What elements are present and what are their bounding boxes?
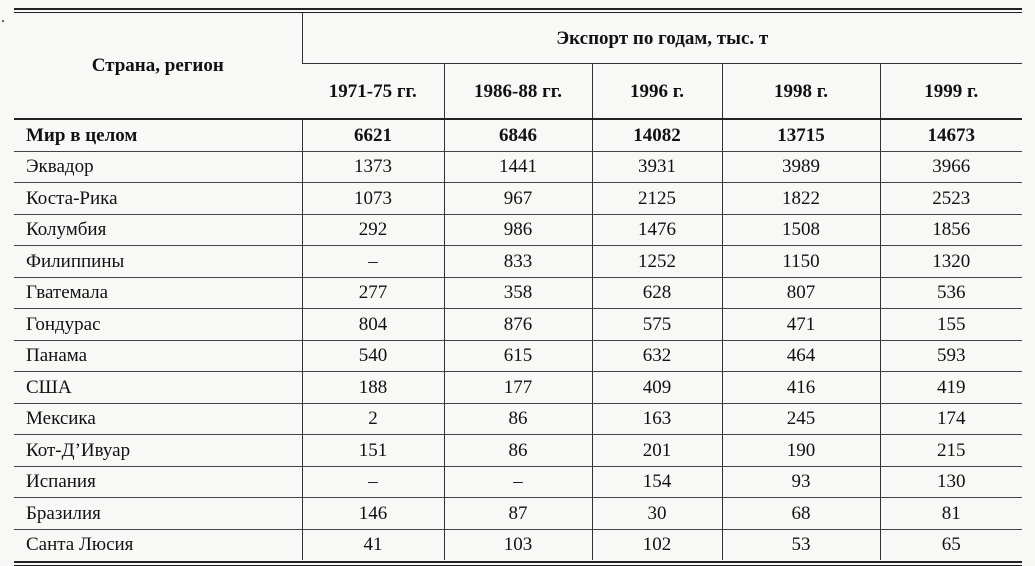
export-value-cell: 540 [302,340,444,372]
table-row [14,277,1022,309]
export-value-cell: 2125 [592,183,722,215]
export-value-cell: 632 [592,340,722,372]
table-row [14,183,1022,215]
export-value-cell: 215 [880,435,1022,467]
export-value-cell: 876 [444,309,592,341]
export-value-cell: 536 [880,277,1022,309]
year-header: 1971-75 гг. [302,64,444,119]
export-value-cell: 53 [722,529,880,560]
export-value-cell: 807 [722,277,880,309]
export-value-cell: 3966 [880,151,1022,183]
export-value-cell: 190 [722,435,880,467]
export-value-cell: 986 [444,214,592,246]
export-value-cell: 1856 [880,214,1022,246]
table-row [14,151,1022,183]
export-value-cell: 292 [302,214,444,246]
country-name-cell: Кот-Д’Ивуар [14,435,302,467]
country-name-cell: Эквадор [14,151,302,183]
export-value-cell: 86 [444,403,592,435]
country-name-cell: Гватемала [14,277,302,309]
export-value-cell: 967 [444,183,592,215]
table-row [14,372,1022,404]
export-value-cell: 65 [880,529,1022,560]
export-value-cell: 68 [722,498,880,530]
export-value-cell: 81 [880,498,1022,530]
country-name-cell: Мексика [14,403,302,435]
export-value-cell: 1073 [302,183,444,215]
table-row [14,466,1022,498]
export-value-cell: – [302,246,444,278]
export-table-container [14,8,1022,566]
table-body [14,119,1022,560]
year-header: 1999 г. [880,64,1022,119]
scan-speck [2,20,4,22]
table-row-world-total [14,119,1022,151]
country-name-cell: Санта Люсия [26,534,134,556]
country-name-cell: Коста-Рика [14,183,302,215]
export-value-cell: 154 [592,466,722,498]
export-table [14,13,1022,560]
country-name-cell: Мир в целом [14,119,302,151]
export-value-cell: 103 [444,529,592,560]
export-value-cell: 93 [722,466,880,498]
table-row [14,403,1022,435]
export-value-cell: 628 [592,277,722,309]
export-value-cell: 201 [592,435,722,467]
export-value-cell: 174 [880,403,1022,435]
export-value-cell: 41 [302,529,444,560]
country-name-cell: Испания [14,466,302,498]
country-column-header: Страна, регион [14,13,302,119]
export-value-cell: 245 [722,403,880,435]
export-value-cell: 804 [302,309,444,341]
export-value-cell: 30 [592,498,722,530]
export-value-cell: 1150 [722,246,880,278]
export-value-cell: 1373 [302,151,444,183]
export-value-cell: 163 [592,403,722,435]
country-name-cell: Бразилия [14,498,302,530]
export-value-cell: 419 [880,372,1022,404]
export-group-header: Экспорт по годам, тыс. т [302,13,1022,64]
table-row [14,498,1022,530]
export-value-cell: 464 [722,340,880,372]
export-value-cell: 6621 [302,119,444,151]
export-value-cell: 151 [302,435,444,467]
export-value-cell: 86 [444,435,592,467]
export-value-cell: 615 [444,340,592,372]
export-value-cell: 1252 [592,246,722,278]
export-value-cell: 130 [880,466,1022,498]
year-header: 1996 г. [592,64,722,119]
country-name-cell: Гондурас [14,309,302,341]
export-value-cell: 14082 [592,119,722,151]
export-value-cell: 3931 [592,151,722,183]
export-value-cell: 2 [302,403,444,435]
export-value-cell: 1822 [722,183,880,215]
export-value-cell: 102 [592,529,722,560]
export-value-cell: 575 [592,309,722,341]
export-value-cell: 416 [722,372,880,404]
export-value-cell: 1320 [880,246,1022,278]
country-name-cell: Колумбия [14,214,302,246]
export-value-cell: 593 [880,340,1022,372]
export-value-cell: 146 [302,498,444,530]
export-value-cell: 2523 [880,183,1022,215]
country-name-cell: США [14,372,302,404]
export-value-cell: 471 [722,309,880,341]
table-row [14,529,1022,560]
table-row [14,340,1022,372]
export-value-cell: 1441 [444,151,592,183]
export-value-cell: 14673 [880,119,1022,151]
table-row [14,246,1022,278]
export-value-cell: 177 [444,372,592,404]
export-value-cell: 155 [880,309,1022,341]
export-value-cell: 358 [444,277,592,309]
export-value-cell: 409 [592,372,722,404]
country-name-cell: Панама [14,340,302,372]
export-value-cell: 277 [302,277,444,309]
table-row [14,214,1022,246]
export-value-cell: 3989 [722,151,880,183]
year-header: 1998 г. [722,64,880,119]
table-row [14,309,1022,341]
export-value-cell: 1476 [592,214,722,246]
export-value-cell: – [302,466,444,498]
year-header: 1986-88 гг. [444,64,592,119]
export-value-cell: – [444,466,592,498]
country-name-cell: Филиппины [14,246,302,278]
export-value-cell: 833 [444,246,592,278]
table-row [14,435,1022,467]
export-value-cell: 87 [444,498,592,530]
export-value-cell: 6846 [444,119,592,151]
export-value-cell: 188 [302,372,444,404]
export-value-cell: 1508 [722,214,880,246]
export-value-cell: 13715 [722,119,880,151]
